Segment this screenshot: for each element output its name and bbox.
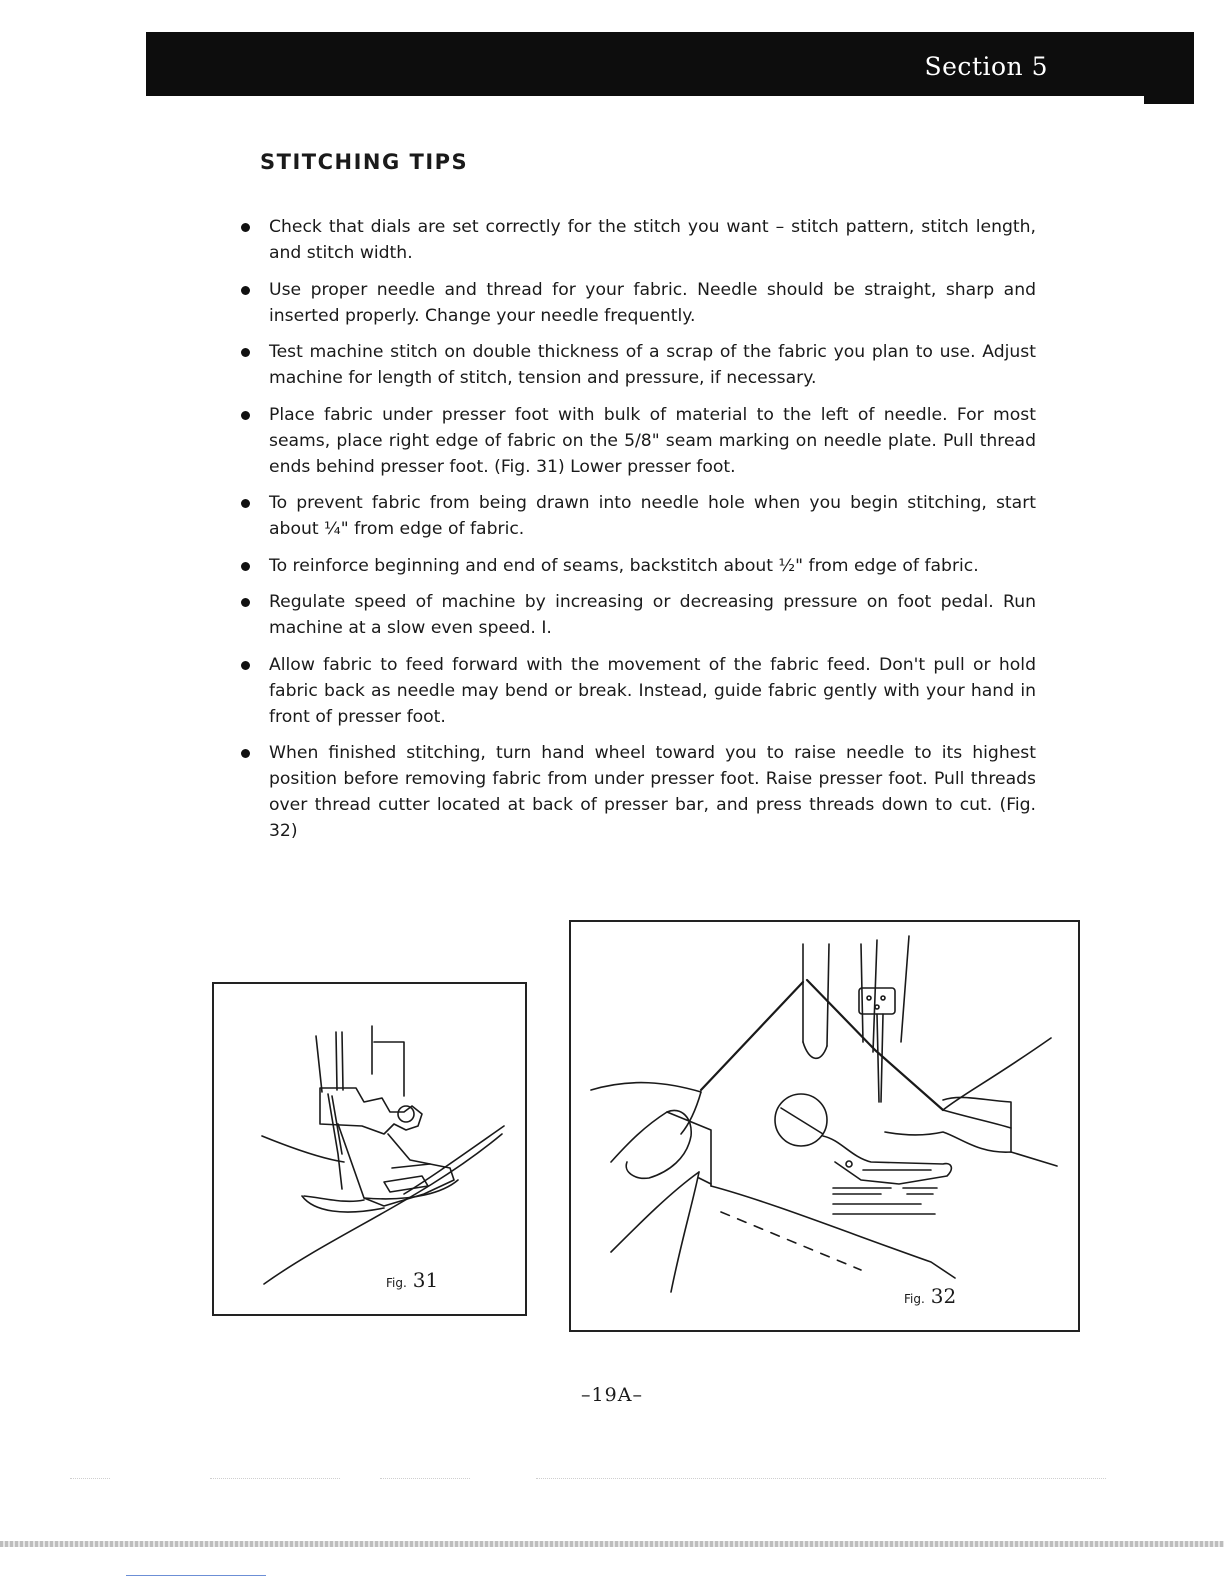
scan-dot-line [380,1478,470,1479]
bullet-icon [241,499,250,508]
figure-number: 31 [412,1268,439,1292]
tip-item [236,553,1036,579]
figure-number: 32 [930,1284,957,1308]
bullet-icon [241,598,250,607]
tip-text: Allow fabric to feed forward with the movement of the fabric feed. Don't pull or hold fabric back as needle may bend or break. Instead, guide fabric gently with your hand in front of presser foot. [269,654,1036,727]
figure-abbr: Fig. [904,1292,925,1306]
bullet-icon [241,286,250,295]
tip-item [236,339,1036,391]
tip-text: Use proper needle and thread for your fabric. Needle should be straight, sharp and inserted properly. Change your needle frequently. [269,279,1036,326]
tip-text: To reinforce beginning and end of seams, backstitch about ½" from edge of fabric. [269,555,979,576]
bullet-icon [241,661,250,670]
tip-text: Check that dials are set correctly for the stitch you want – stitch pattern, stitch length, and stitch width. [269,217,1036,263]
tip-item [236,740,1036,844]
tip-item [236,652,1036,730]
header-bar-tail [1144,94,1194,104]
thread-cutting-illustration [571,922,1078,1330]
tip-text: To prevent fabric from being drawn into needle hole when you begin stitching, start about ¼" from edge of fabric. [269,493,1036,539]
bullet-icon [241,348,250,357]
figure-32 [569,920,1080,1332]
tip-item [236,589,1036,641]
presser-foot-illustration [214,984,525,1314]
tip-text: When finished stitching, turn hand wheel toward you to raise needle to its highest position before removing fabric from under presser foot. Raise presser foot. Pull threads over thread cutter located at back of presser bar, and press threads down to cut. (Fig. 32) [269,743,1036,841]
scan-dot-line [70,1478,110,1479]
scan-blue-line [126,1575,266,1576]
bullet-icon [241,411,250,420]
figure-abbr: Fig. [386,1276,407,1290]
tip-item [236,490,1036,542]
figure-31-caption [386,1268,438,1292]
figure-32-caption [904,1284,956,1308]
tip-item [236,214,1036,266]
bullet-icon [241,223,250,232]
tip-text: Test machine stitch on double thickness of a scrap of the fabric you plan to use. Adjust machine for length of stitch, tension and pressure, if necessary. [269,342,1036,388]
tip-item [236,402,1036,480]
bullet-icon [241,562,250,571]
figure-31 [212,982,527,1316]
tip-text: Place fabric under presser foot with bulk of material to the left of needle. For most seams, place right edge of fabric on the 5/8" seam marking on needle plate. Pull thread ends behind presser foot. (Fig. 31) Lower presser foot. [269,404,1036,477]
scan-dot-line [536,1478,1106,1479]
scan-edge-line [0,1541,1224,1547]
page-title: STITCHING TIPS [260,150,469,174]
tip-item [236,277,1036,329]
page-number: –19A– [581,1384,643,1406]
scan-dot-line [210,1478,340,1479]
section-label: Section 5 [924,52,1048,81]
bullet-icon [241,749,250,758]
tip-text: Regulate speed of machine by increasing or decreasing pressure on foot pedal. Run machine at a slow even speed. I. [269,592,1036,638]
stitching-tips-list [236,214,1036,855]
